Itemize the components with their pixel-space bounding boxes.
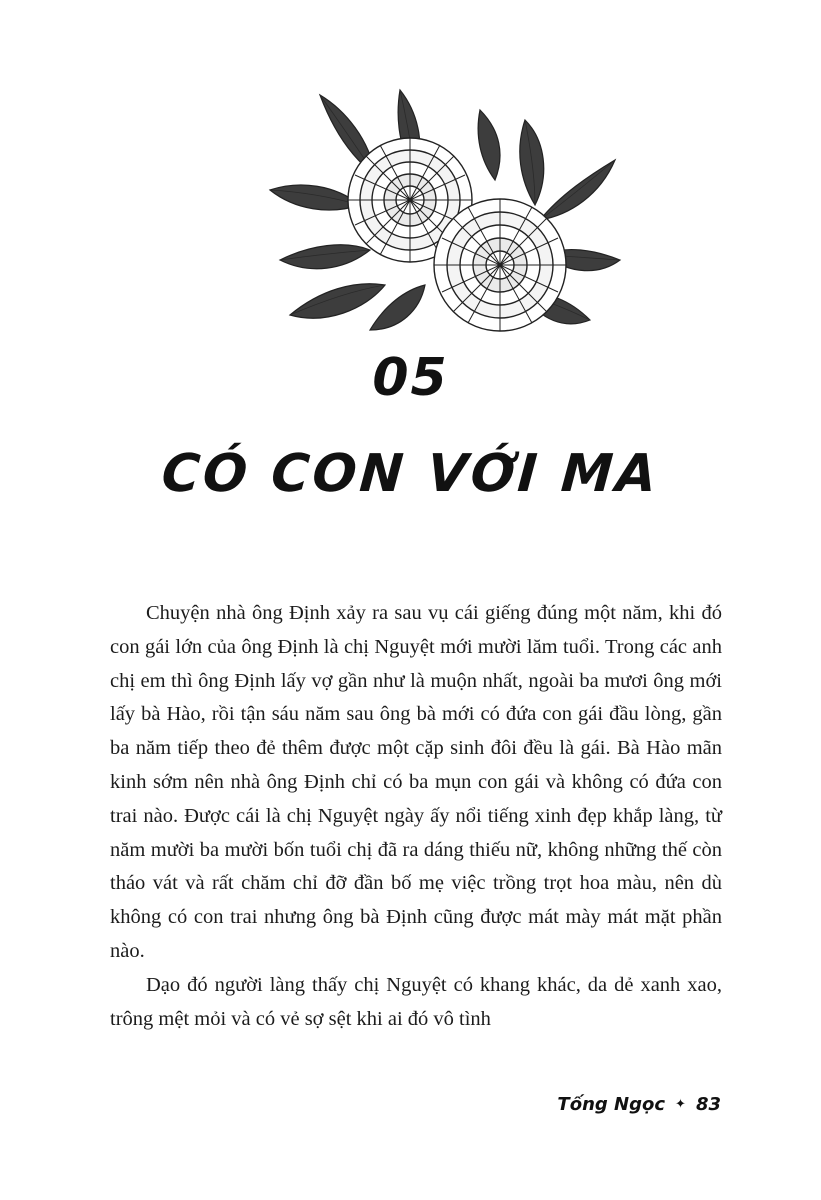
paragraph: Chuyện nhà ông Định xảy ra sau vụ cái giếng đúng một năm, khi đó con gái lớn của ông Định là chị Nguyệt mới mười lăm tuổi. Trong các anh chị em thì ông Định lấy vợ gần như là muộn nhất, ngoài ba mươi ông mới lấy bà Hào, rồi tận sáu năm sau ông bà mới có đứa con gái đầu lòng, gần ba năm tiếp theo đẻ thêm được một cặp sinh đôi đều là gái. Bà Hào mãn kinh sớm nên nhà ông Định chỉ có ba mụn con gái và không có đứa con trai nào. Được cái là chị Nguyệt ngày ấy nổi tiếng xinh đẹp khắp làng, từ năm mười ba mười bốn tuổi chị đã ra dáng thiếu nữ, không những thế còn tháo vát và rất chăm chỉ đỡ đần bố mẹ việc trồng trọt hoa màu, nên dù không có con trai nhưng ông bà Định cũng được mát mày mát mặt phần nào. (110, 602, 722, 962)
star-separator-icon: ✦ (675, 1097, 686, 1112)
author-name: Tống Ngọc (557, 1094, 666, 1115)
chrysanthemum-illustration-icon (250, 80, 630, 370)
page-footer (557, 1094, 721, 1115)
paragraph: Dạo đó người làng thấy chị Nguyệt có khang khác, da dẻ xanh xao, trông mệt mỏi và có vẻ sợ sệt khi ai đó vô tình (110, 973, 722, 1030)
chapter-title: CÓ CON VỚI MA (159, 444, 662, 504)
page-number: 83 (695, 1094, 721, 1115)
chapter-number: 05 (372, 348, 449, 408)
body-text (110, 597, 722, 1036)
